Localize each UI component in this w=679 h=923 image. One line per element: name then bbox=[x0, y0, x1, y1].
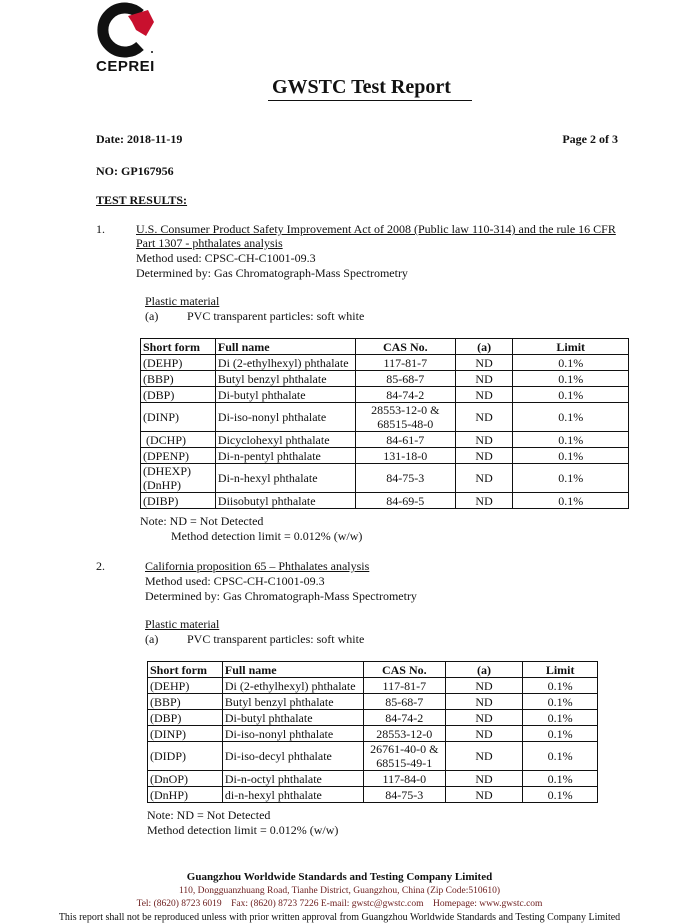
table-cell: 84-75-3 bbox=[363, 787, 445, 803]
table-cell: (DEHP) bbox=[141, 355, 216, 371]
table-row bbox=[148, 710, 598, 726]
table-row bbox=[141, 387, 629, 403]
table-header-cell: Full name bbox=[215, 339, 355, 355]
table-cell: (DnHP) bbox=[148, 787, 223, 803]
table-cell: 84-61-7 bbox=[355, 432, 455, 448]
item-2-index: 2. bbox=[96, 559, 105, 573]
table-cell: ND bbox=[445, 787, 523, 803]
footer-contact: Tel: (8620) 8723 6019 Fax: (8620) 8723 7226 E-mail: gwstc@gwstc.com Homepage: www.gwstc.com bbox=[136, 899, 543, 909]
table-cell: ND bbox=[445, 771, 523, 787]
item-2-sample-label: (a) bbox=[145, 632, 159, 646]
table-cell: 131-18-0 bbox=[355, 448, 455, 464]
table-cell: 84-74-2 bbox=[363, 710, 445, 726]
item-2-material: Plastic material bbox=[145, 617, 220, 631]
table-cell: 28553-12-0 bbox=[363, 726, 445, 742]
table-cell: di-n-hexyl phthalate bbox=[222, 787, 363, 803]
table-row bbox=[148, 726, 598, 742]
table-row bbox=[141, 493, 629, 509]
table-header-cell: Short form bbox=[141, 339, 216, 355]
table-row bbox=[148, 742, 598, 771]
table-cell: (DPENP) bbox=[141, 448, 216, 464]
table-cell: 0.1% bbox=[523, 742, 598, 771]
table-cell: 117-81-7 bbox=[355, 355, 455, 371]
page-title: GWSTC Test Report bbox=[272, 76, 451, 98]
table-cell: ND bbox=[455, 432, 513, 448]
table-cell: Di-n-pentyl phthalate bbox=[215, 448, 355, 464]
item-2-limit-note: Method detection limit = 0.012% (w/w) bbox=[147, 823, 339, 837]
table-cell: (DIDP) bbox=[148, 742, 223, 771]
table-row bbox=[141, 448, 629, 464]
table-cell: (DINP) bbox=[141, 403, 216, 432]
table-cell: Di-iso-nonyl phthalate bbox=[215, 403, 355, 432]
table-header-cell: Limit bbox=[513, 339, 629, 355]
item-2-note: Note: ND = Not Detected bbox=[147, 808, 271, 822]
table-row bbox=[141, 432, 629, 448]
table-cell: 117-84-0 bbox=[363, 771, 445, 787]
table-cell: (DINP) bbox=[148, 726, 223, 742]
table-header-cell: (a) bbox=[455, 339, 513, 355]
item-2-sample-desc: PVC transparent particles: soft white bbox=[187, 632, 365, 646]
table-cell: Di-iso-nonyl phthalate bbox=[222, 726, 363, 742]
table-cell: 0.1% bbox=[513, 448, 629, 464]
title-underline bbox=[268, 100, 472, 101]
table-row bbox=[148, 694, 598, 710]
table-cell: ND bbox=[445, 742, 523, 771]
table-cell: ND bbox=[455, 464, 513, 493]
table-cell: Di-iso-decyl phthalate bbox=[222, 742, 363, 771]
table-header-row bbox=[141, 339, 629, 355]
footer-company: Guangzhou Worldwide Standards and Testing Company Limited bbox=[186, 871, 493, 883]
table-cell: 85-68-7 bbox=[363, 694, 445, 710]
table-cell: Di-butyl phthalate bbox=[222, 710, 363, 726]
table-cell: 0.1% bbox=[513, 432, 629, 448]
table-cell: 84-74-2 bbox=[355, 387, 455, 403]
item-1-heading-line2: Part 1307 - phthalates analysis bbox=[136, 236, 283, 250]
table-cell: Diisobutyl phthalate bbox=[215, 493, 355, 509]
logo-text: CEPREI bbox=[96, 58, 155, 75]
table-cell: 84-69-5 bbox=[355, 493, 455, 509]
table-cell: Butyl benzyl phthalate bbox=[215, 371, 355, 387]
table-cell: ND bbox=[455, 493, 513, 509]
table-row bbox=[141, 371, 629, 387]
table-cell: ND bbox=[445, 726, 523, 742]
table-row bbox=[141, 464, 629, 493]
table-cell: (BBP) bbox=[148, 694, 223, 710]
table-cell: ND bbox=[455, 371, 513, 387]
report-date: Date: 2018-11-19 bbox=[96, 132, 183, 146]
item-1-index: 1. bbox=[96, 222, 105, 236]
footer-disclaimer: This report shall not be reproduced unless with prior written approval from Guangzhou Worldwide Standards and Testing Company Limited bbox=[58, 912, 621, 923]
table-cell: (DHEXP) (DnHP) bbox=[141, 464, 216, 493]
table-header-cell: CAS No. bbox=[363, 662, 445, 678]
table-cell: (BBP) bbox=[141, 371, 216, 387]
item-1-limit-note: Method detection limit = 0.012% (w/w) bbox=[171, 529, 363, 543]
table-cell: (DBP) bbox=[141, 387, 216, 403]
table-cell: (DBP) bbox=[148, 710, 223, 726]
item-2-method: Method used: CPSC-CH-C1001-09.3 bbox=[145, 574, 325, 588]
table-cell: 84-75-3 bbox=[355, 464, 455, 493]
table-cell: 0.1% bbox=[513, 464, 629, 493]
table-header-cell: (a) bbox=[445, 662, 523, 678]
table-cell: ND bbox=[455, 387, 513, 403]
table-header-cell: Full name bbox=[222, 662, 363, 678]
table-cell: Di (2-ethylhexyl) phthalate bbox=[215, 355, 355, 371]
table-row bbox=[148, 787, 598, 803]
table-cell: 0.1% bbox=[513, 493, 629, 509]
report-number: NO: GP167956 bbox=[96, 164, 174, 178]
table-cell: Di-n-hexyl phthalate bbox=[215, 464, 355, 493]
table-cell: 0.1% bbox=[523, 787, 598, 803]
table-cell: Butyl benzyl phthalate bbox=[222, 694, 363, 710]
phthalates-table-2 bbox=[147, 661, 598, 803]
item-1-method: Method used: CPSC-CH-C1001-09.3 bbox=[136, 251, 316, 265]
table-header-cell: Short form bbox=[148, 662, 223, 678]
table-cell: 0.1% bbox=[523, 771, 598, 787]
table-cell: 0.1% bbox=[523, 678, 598, 694]
table-cell: 0.1% bbox=[513, 387, 629, 403]
section-heading: TEST RESULTS: bbox=[96, 193, 188, 207]
item-2-heading: California proposition 65 – Phthalates analysis bbox=[145, 559, 370, 573]
item-1-heading-line1: U.S. Consumer Product Safety Improvement Act of 2008 (Public law 110-314) and the rule 16 CFR bbox=[136, 222, 616, 236]
table-row bbox=[148, 678, 598, 694]
table-row bbox=[141, 403, 629, 432]
table-cell: 85-68-7 bbox=[355, 371, 455, 387]
table-cell: 0.1% bbox=[523, 710, 598, 726]
table-cell: 0.1% bbox=[513, 355, 629, 371]
table-cell: Di (2-ethylhexyl) phthalate bbox=[222, 678, 363, 694]
item-2-determined: Determined by: Gas Chromatograph-Mass Spectrometry bbox=[145, 589, 417, 603]
table-cell: (DIBP) bbox=[141, 493, 216, 509]
table-header-cell: CAS No. bbox=[355, 339, 455, 355]
table-header-row bbox=[148, 662, 598, 678]
table-cell: Di-butyl phthalate bbox=[215, 387, 355, 403]
table-cell: Dicyclohexyl phthalate bbox=[215, 432, 355, 448]
item-1-sample-desc: PVC transparent particles: soft white bbox=[187, 309, 365, 323]
table-cell: 117-81-7 bbox=[363, 678, 445, 694]
footer-address: 110, Dongguanzhuang Road, Tianhe District, Guangzhou, China (Zip Code:510610) bbox=[178, 886, 501, 896]
phthalates-table-1 bbox=[140, 338, 629, 509]
table-cell: ND bbox=[445, 678, 523, 694]
page-number: Page 2 of 3 bbox=[562, 132, 618, 146]
table-cell: (DnOP) bbox=[148, 771, 223, 787]
table-cell: ND bbox=[445, 710, 523, 726]
table-cell: 0.1% bbox=[523, 694, 598, 710]
table-header-cell: Limit bbox=[523, 662, 598, 678]
item-1-determined: Determined by: Gas Chromatograph-Mass Spectrometry bbox=[136, 266, 408, 280]
table-cell: ND bbox=[455, 403, 513, 432]
table-cell: (DCHP) bbox=[141, 432, 216, 448]
table-cell: 26761-40-0 & 68515-49-1 bbox=[363, 742, 445, 771]
table-cell: ND bbox=[445, 694, 523, 710]
table-cell: 28553-12-0 & 68515-48-0 bbox=[355, 403, 455, 432]
table-cell: Di-n-octyl phthalate bbox=[222, 771, 363, 787]
table-cell: 0.1% bbox=[513, 371, 629, 387]
table-cell: ND bbox=[455, 448, 513, 464]
item-1-note: Note: ND = Not Detected bbox=[140, 514, 264, 528]
table-cell: (DEHP) bbox=[148, 678, 223, 694]
item-1-material: Plastic material bbox=[145, 294, 220, 308]
table-cell: 0.1% bbox=[513, 403, 629, 432]
item-1-sample-label: (a) bbox=[145, 309, 159, 323]
table-row bbox=[148, 771, 598, 787]
table-row bbox=[141, 355, 629, 371]
table-cell: 0.1% bbox=[523, 726, 598, 742]
table-cell: ND bbox=[455, 355, 513, 371]
